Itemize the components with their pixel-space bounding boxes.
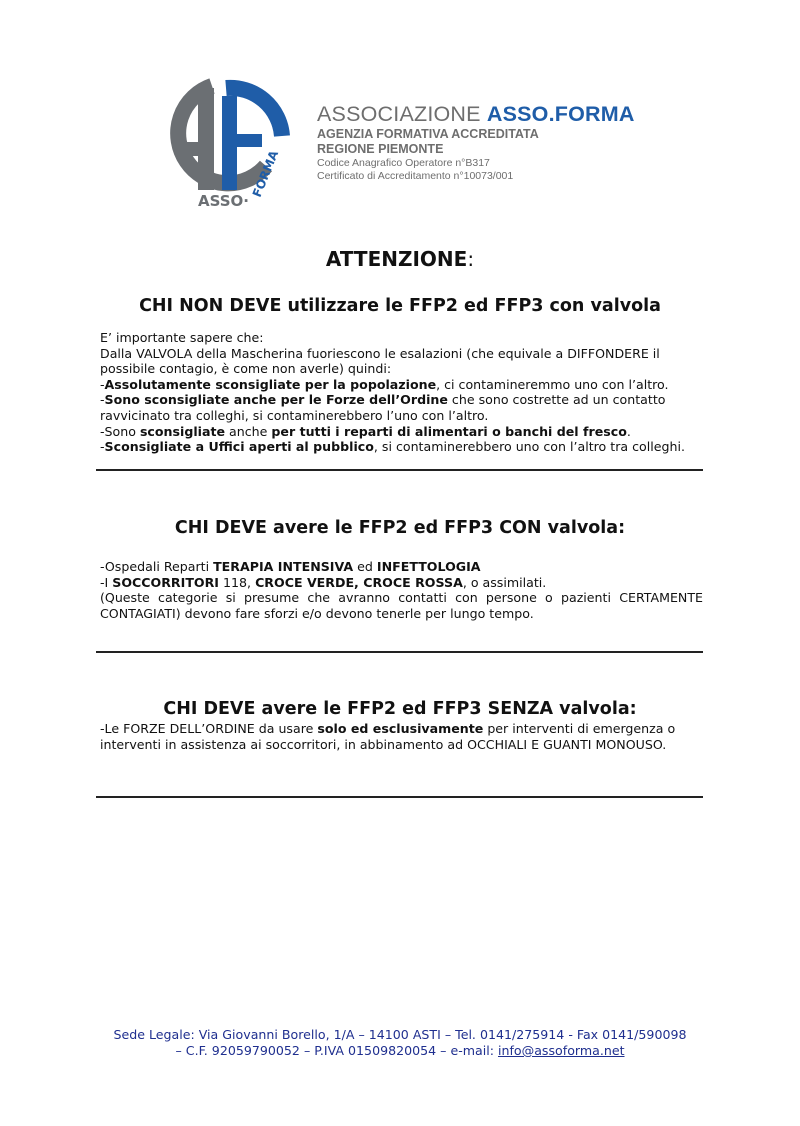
asso-forma-logo	[156, 78, 301, 213]
section3-heading: CHI DEVE avere le FFP2 ed FFP3 SENZA valvola:	[163, 699, 637, 719]
section1-intro: E’ importante sapere che:	[100, 330, 264, 345]
footer-fiscal: – C.F. 92059790052 – P.IVA 01509820054 – e-mail: info@assoforma.net	[175, 1043, 625, 1058]
section2-line-1: -Ospedali Reparti TERAPIA INTENSIVA ed INFETTOLOGIA	[100, 559, 481, 574]
divider-2	[96, 651, 703, 653]
footer-address: Sede Legale: Via Giovanni Borello, 1/A – 14100 ASTI – Tel. 0141/275914 - Fax 0141/590098	[113, 1027, 687, 1042]
section3-paragraph: -Le FORZE DELL’ORDINE da usare solo ed esclusivamente per interventi di emergenza o interventi in assistenza ai soccorritori, in abbinamento ad OCCHIALI E GUANTI MONOUSO.	[100, 721, 676, 752]
section1-bullet-1: -Assolutamente sconsigliate per la popolazione, ci contamineremmo uno con l’altro.	[100, 376, 669, 392]
section1-body	[100, 330, 703, 455]
logo-text-asso: ASSO·	[198, 192, 249, 210]
section2-heading: CHI DEVE avere le FFP2 ed FFP3 CON valvola:	[174, 518, 626, 538]
org-agency-line: AGENZIA FORMATIVA ACCREDITATA	[317, 127, 539, 141]
attention-title: ATTENZIONE:	[325, 247, 475, 271]
divider-1	[96, 469, 703, 471]
footer	[0, 1027, 800, 1059]
section3-body	[100, 721, 703, 752]
section2-body	[100, 559, 703, 621]
divider-3	[96, 796, 703, 798]
org-accreditation: Certificato di Accreditamento n°10073/001	[317, 170, 514, 182]
organization-name: ASSOCIAZIONE ASSO.FORMA	[317, 102, 635, 126]
section1-bullet-4: -Sconsigliate a Uffici aperti al pubblico, si contaminerebbero uno con l’altro tra colleghi.	[100, 439, 685, 455]
section1-paragraph: Dalla VALVOLA della Mascherina fuoriescono le esalazioni (che equivale a DIFFONDERE il possibile contagio, è come non averle) quindi:	[100, 345, 660, 377]
section1-bullet-3: -Sono sconsigliate anche per tutti i reparti di alimentari o banchi del fresco.	[100, 423, 631, 439]
footer-email-link[interactable]: info@assoforma.net	[498, 1043, 625, 1058]
section1-heading: CHI NON DEVE utilizzare le FFP2 ed FFP3 con valvola	[139, 296, 661, 316]
organization-block	[317, 101, 635, 183]
org-region-line: REGIONE PIEMONTE	[317, 142, 444, 156]
section1-bullet-2: -Sono sconsigliate anche per le Forze dell’Ordine che sono costrette ad un contatto ravvicinato tra colleghi, si contaminerebbero l’uno con l’altro.	[100, 392, 666, 423]
org-operator-code: Codice Anagrafico Operatore n°B317	[317, 157, 490, 169]
section2-paragraph: (Queste categorie si presume che avranno contatti con persone o pazienti CERTAMENTE CONTAGIATI) devono fare sforzi e/o devono tenerle per lungo tempo.	[100, 590, 703, 621]
logo-text-forma: FORMA	[249, 148, 282, 200]
section2-line-2: -I SOCCORRITORI 118, CROCE VERDE, CROCE ROSSA, o assimilati.	[100, 574, 547, 590]
